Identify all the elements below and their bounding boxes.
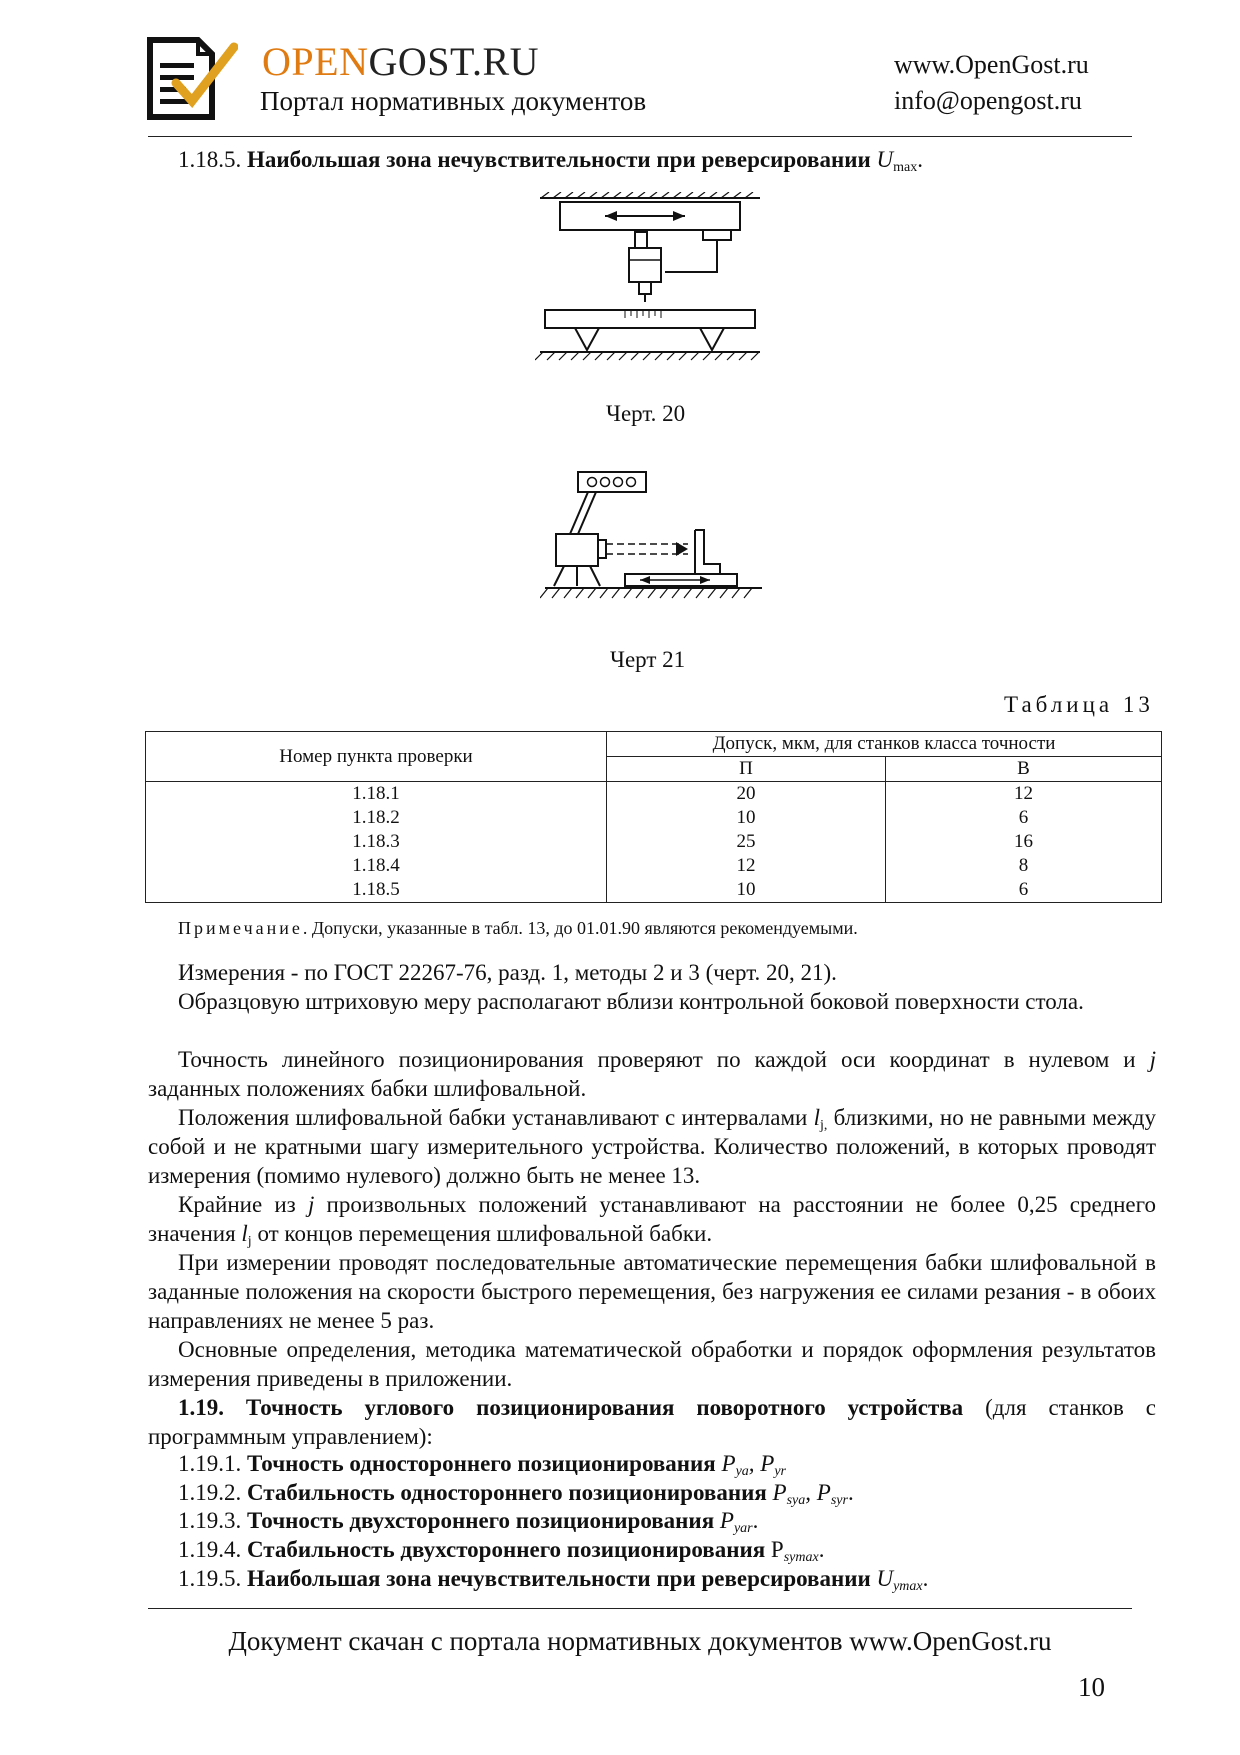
table-row — [146, 782, 1162, 807]
paragraph-scale-placement: Образцовую штриховую меру располагают вблизи контрольной боковой поверхности стола. — [178, 989, 1084, 1014]
table-note: Примечание. Допуски, указанные в табл. 13, до 01.01.90 являются рекомендуемыми. — [178, 918, 858, 938]
table-cell-p: 20 — [607, 782, 886, 807]
item-1-19-5: 1.19.5. Наибольшая зона нечувствительности при реверсировании $U_{ymax}$. — [178, 1566, 929, 1594]
tolerance-table — [145, 731, 1162, 903]
table-header-class-v: В — [886, 757, 1162, 782]
table-cell-item: 1.18.5 — [146, 878, 607, 903]
table-cell-v: 16 — [886, 830, 1162, 854]
figure-20-caption: Черт. 20 — [606, 401, 686, 426]
table-header-item: Номер пункта проверки — [146, 732, 607, 782]
table-cell-v: 8 — [886, 854, 1162, 878]
table-cell-v: 12 — [886, 782, 1162, 807]
table-header-class-p: П — [607, 757, 886, 782]
paragraph-movements: При измерении проводят последовательные автоматические перемещения бабки шлифовальной в заданные положения на скорости быстрого перемещения, без нагружения ее силами резания - в обоих направлениях не менее 5 раз. — [148, 1250, 1156, 1333]
item-1-19-4: 1.19.4. Стабильность двухстороннего позиционирования $P_{symax}$. — [178, 1537, 825, 1565]
paragraph-extreme-positions: Крайние из j произвольных положений устанавливают на расстоянии не более 0,25 среднего значения $l_j$ от концов перемещения шлифовальной бабки. — [148, 1192, 1156, 1249]
table-cell-v: 6 — [886, 806, 1162, 830]
table-13-title: Таблица 13 — [1004, 692, 1154, 717]
paragraph-definitions: Основные определения, методика математической обработки и порядок оформления результатов измерения приведены в приложении. — [148, 1337, 1156, 1391]
table-row — [146, 854, 1162, 878]
section-1-18-5: 1.18.5. Наибольшая зона нечувствительности при реверсировании $U_{max}$. — [178, 147, 923, 175]
table-row — [146, 806, 1162, 830]
table-cell-p: 12 — [607, 854, 886, 878]
brand-tagline: Портал нормативных документов — [260, 86, 647, 116]
table-row — [146, 830, 1162, 854]
footer-text: Документ скачан с портала нормативных документов www.OpenGost.ru — [228, 1626, 1052, 1656]
table-cell-item: 1.18.2 — [146, 806, 607, 830]
website-link[interactable]: www.OpenGost.ru — [894, 50, 1089, 79]
logo-icon — [146, 37, 238, 121]
brand-name: OPENGOST.RU — [262, 39, 540, 84]
item-1-19-3: 1.19.3. Точность двухстороннего позиционирования $P_{yar}$. — [178, 1508, 759, 1536]
section-1-19-heading: 1.19. Точность углового позиционирования поворотного устройства (для станков с программным управлением): — [148, 1395, 1156, 1449]
paragraph-measurements: Измерения - по ГОСТ 22267-76, разд. 1, методы 2 и 3 (черт. 20, 21). — [178, 960, 837, 985]
paragraph-positions: Положения шлифовальной бабки устанавливают с интервалами $l_{j,}$ близкими, но не равными между собой и не кратными шагу измерительного устройства. Количество положений, в которых проводят измерения (помимо нулевого) должно быть не менее 13. — [148, 1105, 1156, 1188]
figure-21-drawing — [540, 468, 765, 616]
table-row — [146, 878, 1162, 903]
email-link[interactable]: info@opengost.ru — [894, 86, 1082, 115]
table-cell-item: 1.18.1 — [146, 782, 607, 807]
table-header-group: Допуск, мкм, для станков класса точности — [607, 732, 1162, 757]
figure-20-drawing — [535, 192, 765, 382]
paragraph-linear-positioning: Точность линейного позиционирования проверяют по каждой оси координат в нулевом и j заданных положениях бабки шлифовальной. — [148, 1047, 1156, 1101]
table-cell-v: 6 — [886, 878, 1162, 903]
table-cell-item: 1.18.4 — [146, 854, 607, 878]
page-number: 10 — [1078, 1672, 1105, 1702]
table-cell-item: 1.18.3 — [146, 830, 607, 854]
table-cell-p: 10 — [607, 878, 886, 903]
item-1-19-1: 1.19.1. Точность одностороннего позиционирования $P_{ya}$, $P_{yr}$ — [178, 1451, 787, 1479]
table-cell-p: 10 — [607, 806, 886, 830]
footer-divider — [148, 1608, 1132, 1609]
header-divider — [148, 136, 1132, 137]
figure-21-caption: Черт 21 — [610, 647, 686, 672]
table-cell-p: 25 — [607, 830, 886, 854]
item-1-19-2: 1.19.2. Стабильность одностороннего позиционирования $P_{sya}$, $P_{syr}$. — [178, 1480, 854, 1508]
